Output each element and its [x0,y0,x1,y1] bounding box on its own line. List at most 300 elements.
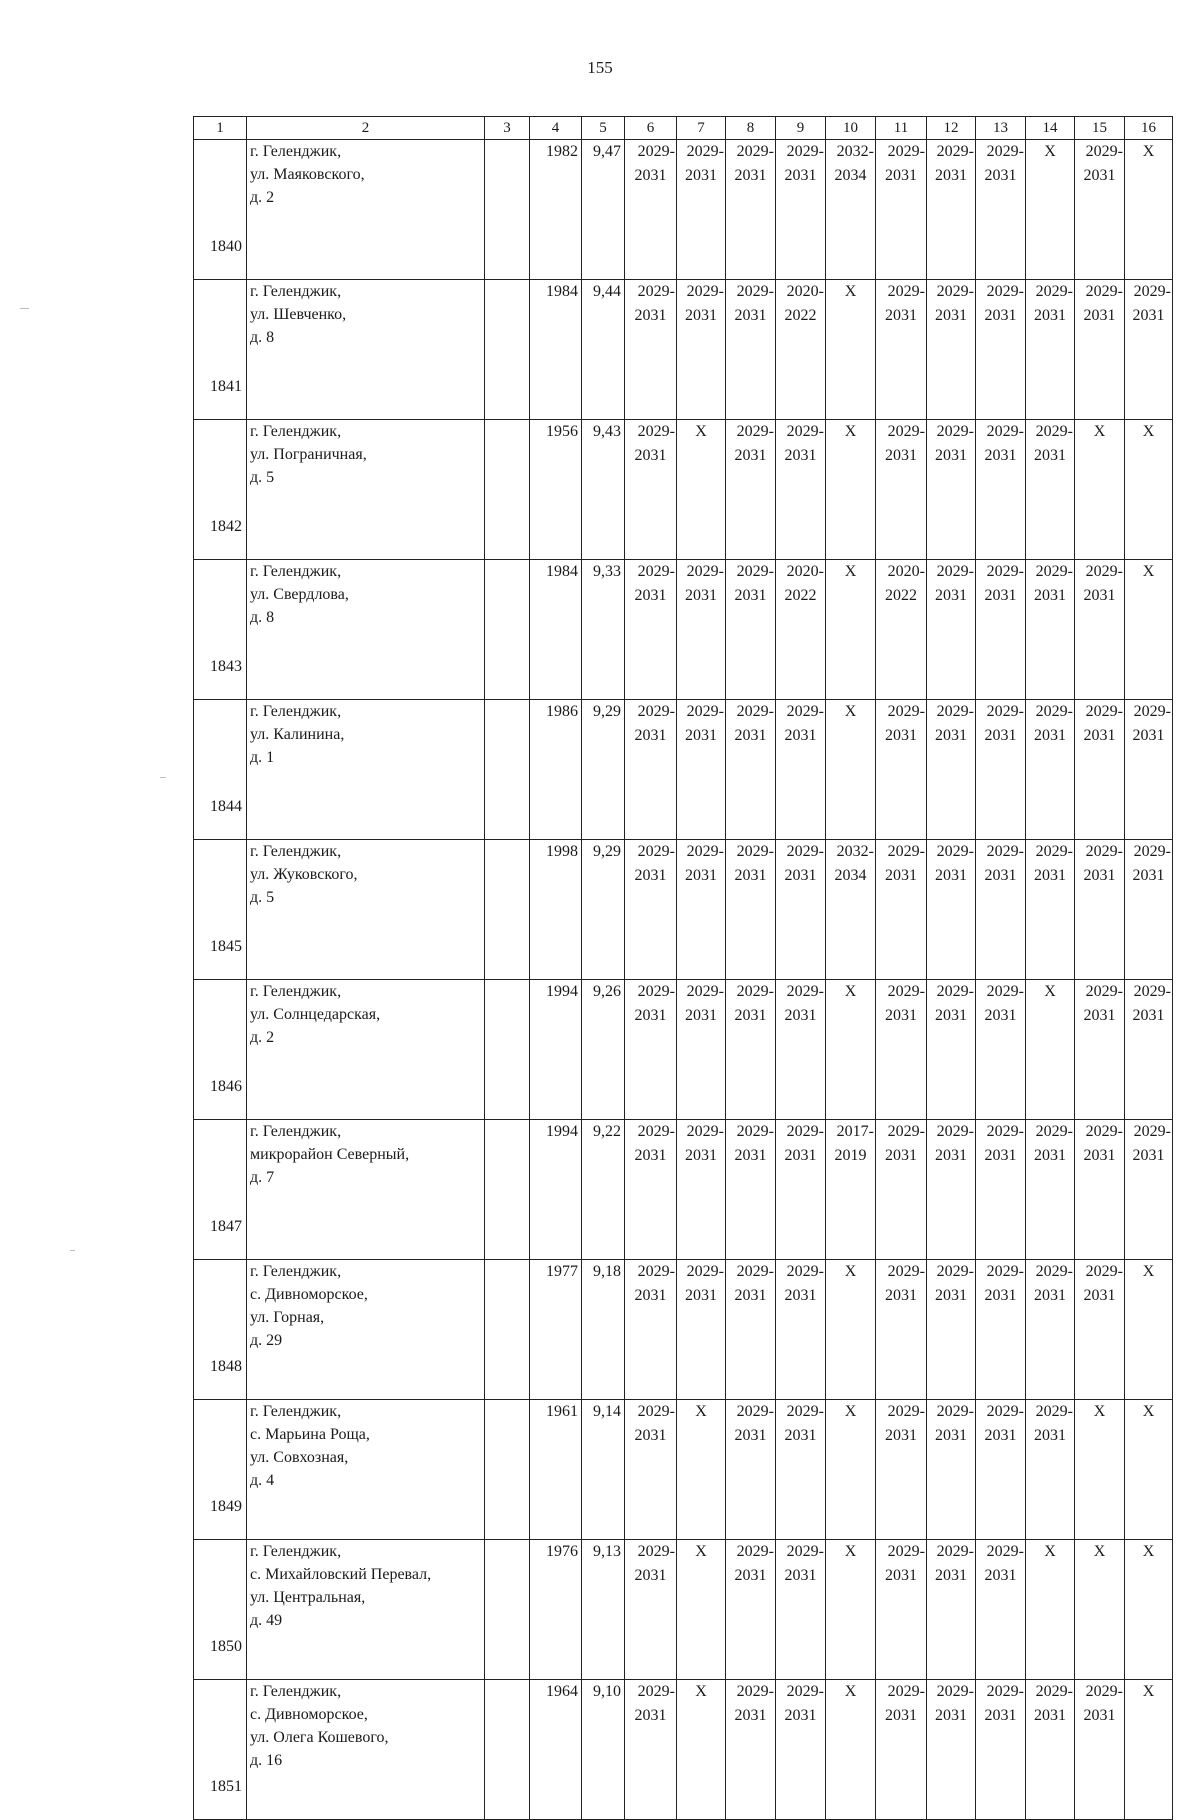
period-start: 2029- [786,1683,824,1700]
period-start: 2029- [1133,703,1171,720]
period-start: 2029- [887,283,925,300]
period-start: 2029- [736,1683,774,1700]
period-end: 2031 [634,447,667,464]
period-start: 2029- [936,1403,974,1420]
address-cell [247,1540,485,1680]
period-end: 2031 [935,1567,967,1584]
repair-period-cell-16 [1125,280,1173,420]
address-line: д. 5 [250,889,275,906]
repair-period-cell-12 [927,280,976,420]
repair-period-cell-16: Х [1125,1680,1173,1820]
period-start: 2029- [736,1263,774,1280]
period-start: 2029- [1085,843,1123,860]
period-end: 2031 [1034,727,1066,744]
period-end: 2031 [984,1707,1017,1724]
period-start: 2029- [887,1543,925,1560]
address-cell [247,1260,485,1400]
repair-period-cell-15: Х [1075,1400,1125,1540]
period-end: 2031 [685,307,717,324]
repair-period-cell-8 [726,1260,776,1400]
table-row [194,1260,1173,1400]
address-line: д. 5 [250,469,275,486]
period-start: 2029- [1035,283,1073,300]
repair-period-cell-8 [726,280,776,420]
build-year-cell: 1994 [530,980,582,1120]
period-end: 2031 [1132,1147,1165,1164]
repair-period-cell-15 [1075,140,1125,280]
period-end: 2031 [984,1147,1017,1164]
row-number: 1847 [194,1120,247,1260]
period-end: 2022 [885,587,917,604]
period-start: 2029- [1085,983,1123,1000]
column-header-14: 14 [1026,117,1075,140]
column-3-cell [485,1680,530,1820]
repair-period-cell-14: Х [1026,980,1075,1120]
period-start: 2029- [736,983,774,1000]
period-end: 2031 [1034,1707,1066,1724]
wear-value-cell: 9,13 [582,1540,625,1680]
repair-period-cell-16: Х [1125,420,1173,560]
period-end: 2031 [1083,1287,1116,1304]
repair-period-cell-7 [677,840,726,980]
row-number: 1841 [194,280,247,420]
period-start: 2029- [637,563,675,580]
period-end: 2031 [685,167,717,184]
table-row [194,140,1173,280]
period-start: 2029- [936,423,974,440]
period-start: 2029- [637,983,675,1000]
housing-register-table [193,116,1173,1820]
period-start: 2029- [887,423,925,440]
repair-period-cell-7 [677,140,726,280]
period-end: 2031 [1132,1007,1165,1024]
period-end: 2031 [984,587,1017,604]
period-start: 2029- [986,843,1024,860]
period-start: 2029- [887,1123,925,1140]
period-start: 2029- [1035,563,1073,580]
table-row [194,560,1173,700]
address-line: ул. Горная, [250,1309,325,1326]
repair-period-cell-9 [776,980,826,1120]
repair-period-cell-12 [927,560,976,700]
period-start: 2029- [786,1543,824,1560]
repair-period-cell-15 [1075,1260,1125,1400]
repair-period-cell-7: Х [677,1400,726,1540]
period-end: 2031 [1083,727,1116,744]
repair-period-cell-13 [976,280,1026,420]
address-line: д. 49 [250,1612,283,1629]
period-end: 2031 [634,587,667,604]
period-start: 2029- [686,283,724,300]
period-end: 2031 [1132,727,1165,744]
period-start: 2029- [786,843,824,860]
scan-artifact [20,308,29,309]
period-start: 2029- [736,283,774,300]
column-3-cell [485,1120,530,1260]
repair-period-cell-9 [776,560,826,700]
column-header-10: 10 [826,117,876,140]
period-start: 2029- [736,843,774,860]
wear-value-cell: 9,10 [582,1680,625,1820]
repair-period-cell-8 [726,1400,776,1540]
wear-value-cell: 9,44 [582,280,625,420]
build-year-cell: 1964 [530,1680,582,1820]
row-number: 1851 [194,1680,247,1820]
period-end: 2031 [1083,1707,1116,1724]
column-header-4: 4 [530,117,582,140]
period-end: 2031 [685,1147,717,1164]
period-start: 2029- [1133,283,1171,300]
period-end: 2031 [885,727,917,744]
repair-period-cell-11 [876,140,927,280]
repair-period-cell-6 [625,1400,677,1540]
repair-period-cell-12 [927,700,976,840]
period-end: 2031 [885,447,917,464]
repair-period-cell-9 [776,1540,826,1680]
period-end: 2031 [1034,447,1066,464]
period-end: 2031 [885,1287,917,1304]
period-end: 2031 [734,727,767,744]
repair-period-cell-14 [1026,1400,1075,1540]
repair-period-cell-14 [1026,280,1075,420]
repair-period-cell-7 [677,1120,726,1260]
wear-value-cell: 9,26 [582,980,625,1120]
period-end: 2031 [734,1427,767,1444]
table-row [194,1120,1173,1260]
period-end: 2031 [734,587,767,604]
repair-period-cell-10: Х [826,980,876,1120]
table-body [194,117,1173,1820]
period-start: 2029- [637,423,675,440]
period-start: 2029- [986,1123,1024,1140]
repair-period-cell-12 [927,1400,976,1540]
column-number-header-row [194,117,1173,140]
repair-period-cell-9 [776,280,826,420]
period-start: 2029- [637,1683,675,1700]
period-end: 2031 [784,1707,817,1724]
address-line: ул. Центральная, [250,1589,366,1606]
period-end: 2031 [1132,867,1165,884]
repair-period-cell-16: Х [1125,560,1173,700]
period-end: 2031 [734,1707,767,1724]
repair-period-cell-16 [1125,1120,1173,1260]
period-start: 2029- [986,1403,1024,1420]
address-line: д. 29 [250,1332,283,1349]
period-end: 2031 [784,1567,817,1584]
period-end: 2031 [685,587,717,604]
column-header-2: 2 [247,117,485,140]
period-start: 2032- [836,143,874,160]
period-start: 2029- [1035,843,1073,860]
repair-period-cell-13 [976,560,1026,700]
period-end: 2031 [1034,867,1066,884]
address-line: с. Марьина Роща, [250,1426,370,1443]
period-end: 2031 [885,867,917,884]
period-end: 2031 [1083,1007,1116,1024]
period-start: 2029- [637,703,675,720]
repair-period-cell-16 [1125,980,1173,1120]
repair-period-cell-7 [677,700,726,840]
period-start: 2029- [637,1543,675,1560]
repair-period-cell-10 [826,840,876,980]
column-header-1: 1 [194,117,247,140]
table-row [194,700,1173,840]
repair-period-cell-8 [726,420,776,560]
period-end: 2031 [734,1147,767,1164]
period-end: 2031 [784,867,817,884]
address-line: д. 16 [250,1752,283,1769]
repair-period-cell-11 [876,560,927,700]
page-number: 155 [587,58,613,77]
period-start: 2029- [936,563,974,580]
repair-period-cell-7: Х [677,1680,726,1820]
row-number: 1844 [194,700,247,840]
period-end: 2034 [834,167,867,184]
address-line: ул. Калинина, [250,726,345,743]
wear-value-cell: 9,14 [582,1400,625,1540]
row-number: 1848 [194,1260,247,1400]
address-line: с. Дивноморское, [250,1286,368,1303]
period-start: 2029- [936,1263,974,1280]
repair-period-cell-11 [876,420,927,560]
period-end: 2031 [634,867,667,884]
repair-period-cell-10: Х [826,1260,876,1400]
repair-period-cell-13 [976,1680,1026,1820]
row-number: 1846 [194,980,247,1120]
repair-period-cell-6 [625,840,677,980]
period-start: 2029- [986,703,1024,720]
address-cell [247,420,485,560]
address-cell [247,1680,485,1820]
period-end: 2031 [885,1707,917,1724]
repair-period-cell-16 [1125,840,1173,980]
period-end: 2031 [1132,307,1165,324]
address-line: г. Геленджик, [250,1543,342,1560]
period-end: 2031 [634,1707,667,1724]
repair-period-cell-8 [726,840,776,980]
period-start: 2029- [786,423,824,440]
period-end: 2031 [634,1287,667,1304]
build-year-cell: 1986 [530,700,582,840]
period-end: 2031 [734,447,767,464]
period-end: 2031 [634,307,667,324]
column-header-3: 3 [485,117,530,140]
repair-period-cell-11 [876,700,927,840]
wear-value-cell: 9,47 [582,140,625,280]
column-header-8: 8 [726,117,776,140]
repair-period-cell-6 [625,980,677,1120]
period-start: 2029- [986,1683,1024,1700]
table-row [194,980,1173,1120]
address-line: г. Геленджик, [250,1263,342,1280]
address-line: г. Геленджик, [250,843,342,860]
repair-period-cell-10: Х [826,280,876,420]
repair-period-cell-6 [625,1540,677,1680]
period-start: 2029- [786,1263,824,1280]
build-year-cell: 1977 [530,1260,582,1400]
period-start: 2029- [637,843,675,860]
period-start: 2029- [887,983,925,1000]
period-start: 2029- [736,1403,774,1420]
period-start: 2029- [936,703,974,720]
repair-period-cell-8 [726,560,776,700]
period-start: 2029- [1035,1123,1073,1140]
column-3-cell [485,840,530,980]
column-3-cell [485,280,530,420]
repair-period-cell-7 [677,1260,726,1400]
repair-period-cell-12 [927,1540,976,1680]
period-end: 2031 [634,1427,667,1444]
repair-period-cell-8 [726,1680,776,1820]
repair-period-cell-6 [625,420,677,560]
column-header-11: 11 [876,117,927,140]
repair-period-cell-16 [1125,700,1173,840]
repair-period-cell-6 [625,560,677,700]
column-header-12: 12 [927,117,976,140]
period-start: 2029- [686,983,724,1000]
period-end: 2031 [1083,167,1116,184]
period-start: 2029- [1133,1123,1171,1140]
repair-period-cell-7 [677,280,726,420]
repair-period-cell-10: Х [826,560,876,700]
period-start: 2029- [786,1403,824,1420]
repair-period-cell-12 [927,1260,976,1400]
period-start: 2029- [887,1403,925,1420]
repair-period-cell-14 [1026,700,1075,840]
period-end: 2031 [935,1007,967,1024]
build-year-cell: 1998 [530,840,582,980]
period-end: 2031 [885,1147,917,1164]
repair-period-cell-11 [876,280,927,420]
repair-period-cell-9 [776,840,826,980]
column-header-15: 15 [1075,117,1125,140]
repair-period-cell-12 [927,420,976,560]
address-cell [247,560,485,700]
period-start: 2029- [637,1123,675,1140]
address-line: ул. Солнцедарская, [250,1006,381,1023]
repair-period-cell-7 [677,980,726,1120]
period-start: 2020- [887,563,925,580]
address-cell [247,140,485,280]
repair-period-cell-15 [1075,280,1125,420]
period-start: 2029- [786,703,824,720]
repair-period-cell-15: Х [1075,1540,1125,1680]
period-end: 2031 [685,867,717,884]
period-start: 2029- [1085,1683,1123,1700]
period-start: 2029- [686,563,724,580]
period-start: 2029- [936,983,974,1000]
period-end: 2031 [1034,1427,1066,1444]
table-row [194,280,1173,420]
repair-period-cell-6 [625,1680,677,1820]
period-end: 2031 [784,167,817,184]
column-header-6: 6 [625,117,677,140]
address-line: г. Геленджик, [250,703,342,720]
period-end: 2031 [734,867,767,884]
period-end: 2031 [984,447,1017,464]
period-end: 2031 [885,1007,917,1024]
repair-period-cell-9 [776,1400,826,1540]
address-line: д. 2 [250,1029,275,1046]
repair-period-cell-7: Х [677,420,726,560]
column-header-13: 13 [976,117,1026,140]
build-year-cell: 1982 [530,140,582,280]
period-end: 2031 [1034,1287,1066,1304]
address-line: г. Геленджик, [250,423,342,440]
column-3-cell [485,980,530,1120]
address-line: г. Геленджик, [250,983,342,1000]
period-start: 2029- [637,143,675,160]
period-start: 2029- [936,1683,974,1700]
period-end: 2022 [784,307,817,324]
period-start: 2029- [1085,703,1123,720]
period-end: 2031 [1083,307,1116,324]
period-start: 2020- [786,563,824,580]
repair-period-cell-7: Х [677,1540,726,1680]
repair-period-cell-10: Х [826,1540,876,1680]
period-start: 2029- [786,983,824,1000]
period-start: 2029- [986,563,1024,580]
address-line: г. Геленджик, [250,563,342,580]
address-line: д. 4 [250,1472,275,1489]
period-end: 2022 [784,587,817,604]
address-cell [247,980,485,1120]
repair-period-cell-9 [776,1680,826,1820]
repair-period-cell-10 [826,1120,876,1260]
repair-period-cell-12 [927,1120,976,1260]
repair-period-cell-11 [876,1260,927,1400]
column-header-7: 7 [677,117,726,140]
period-end: 2031 [734,1567,767,1584]
period-start: 2029- [1035,1683,1073,1700]
period-end: 2031 [634,1147,667,1164]
period-start: 2029- [736,563,774,580]
build-year-cell: 1961 [530,1400,582,1540]
repair-period-cell-11 [876,980,927,1120]
repair-period-cell-14 [1026,1260,1075,1400]
address-cell [247,280,485,420]
period-start: 2029- [936,283,974,300]
repair-period-cell-14 [1026,840,1075,980]
period-end: 2031 [784,1147,817,1164]
period-end: 2031 [784,1007,817,1024]
period-end: 2031 [984,1287,1017,1304]
period-start: 2029- [686,1123,724,1140]
repair-period-cell-13 [976,840,1026,980]
period-end: 2031 [885,1427,917,1444]
repair-period-cell-15 [1075,700,1125,840]
column-3-cell [485,1540,530,1680]
repair-period-cell-12 [927,980,976,1120]
period-start: 2029- [936,1543,974,1560]
period-start: 2029- [986,983,1024,1000]
repair-period-cell-14 [1026,1680,1075,1820]
period-start: 2029- [936,1123,974,1140]
address-line: ул. Свердлова, [250,586,349,603]
period-start: 2029- [736,703,774,720]
period-start: 2029- [887,1263,925,1280]
period-end: 2031 [634,727,667,744]
period-start: 2029- [1035,423,1073,440]
repair-period-cell-13 [976,1120,1026,1260]
repair-period-cell-6 [625,280,677,420]
repair-period-cell-8 [726,1540,776,1680]
repair-period-cell-13 [976,1540,1026,1680]
row-number: 1840 [194,140,247,280]
repair-period-cell-10: Х [826,700,876,840]
address-line: д. 8 [250,609,275,626]
repair-period-cell-13 [976,1400,1026,1540]
